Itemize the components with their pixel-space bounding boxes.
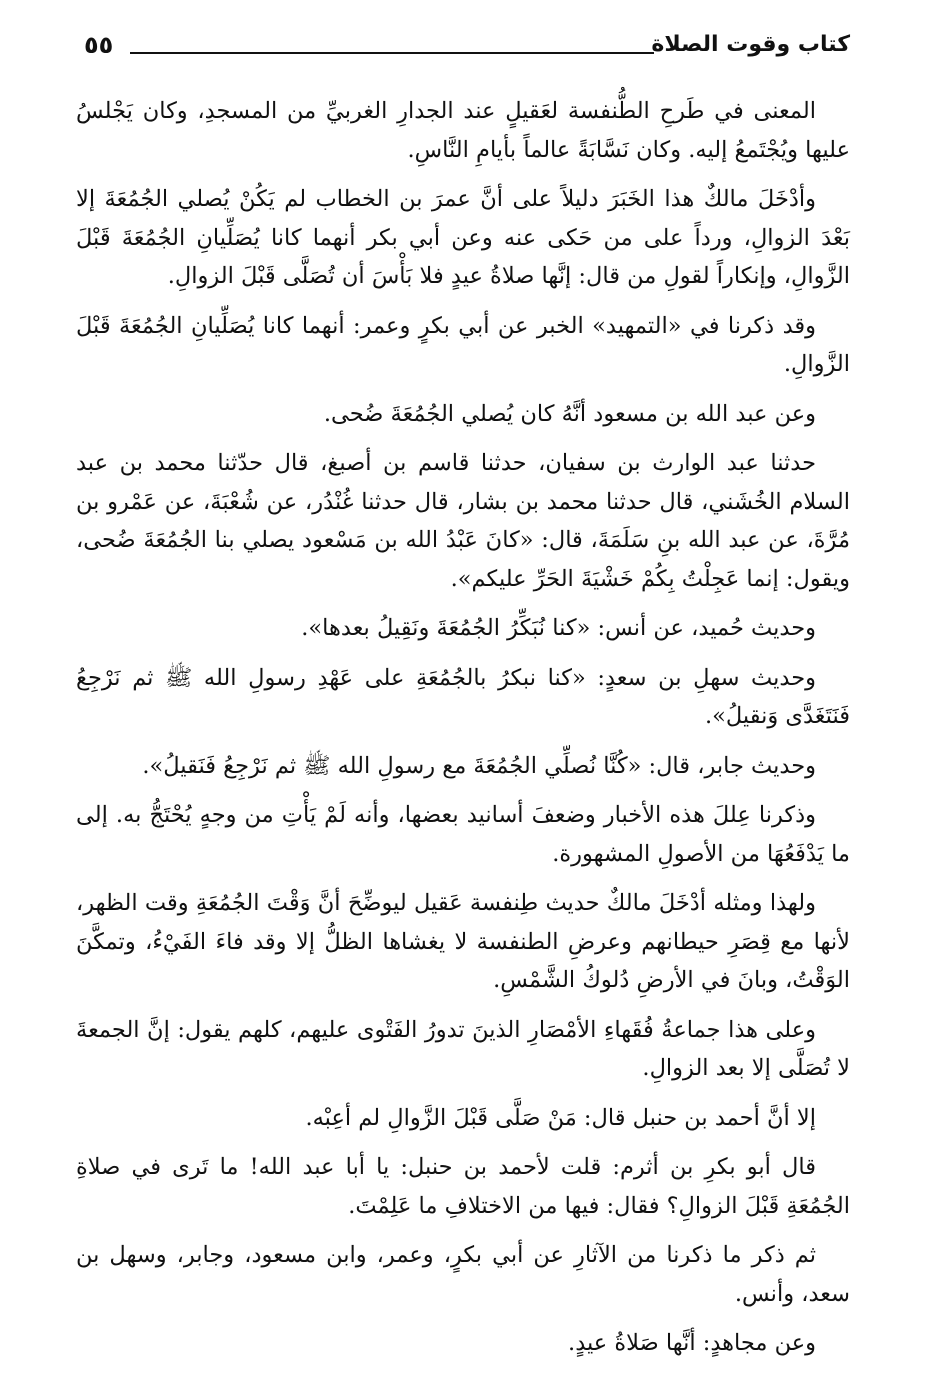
page-number: ٥٥ <box>84 31 114 59</box>
paragraph: وقد ذكرنا في «التمهيد» الخبر عن أبي بكرٍ وعمر: أنهما كانا يُصَلِّيانِ الجُمُعَةَ قَبْلَ الزَّوالِ. <box>76 312 850 377</box>
paragraph: قال أبو بكرِ بن أثرم: قلت لأحمد بن حنبل: يا أبا عبد الله! ما تَرى في صلاةِ الجُمُعَةِ قَبْلَ الزوالِ؟ فقال: فيها من الاختلافِ ما عَلِمْتَ. <box>76 1154 850 1219</box>
paragraph: وعن عبد الله بن مسعود أنَّهُ كان يُصلي الجُمُعَةَ ضُحى. <box>323 400 816 427</box>
paragraph: ثم ذكر ما ذكرنا من الآثارِ عن أبي بكرٍ، وعمر، وابن مسعود، وجابر، وسهل بن سعد، وأنس. <box>76 1242 850 1307</box>
chapter-title: كتاب وقوت الصلاة <box>651 32 850 57</box>
paragraph: وحديث حُميد، عن أنس: «كنا نُبَكِّرُ الجُمُعَةَ ونَقِيلُ بعدها». <box>301 615 816 641</box>
paragraph: وأدْخَلَ مالكٌ هذا الخَبَرَ دليلاً على أنَّ عمرَ بن الخطاب لم يَكُنْ يُصلي الجُمُعَةَ إلا بَعْدَ الزوالِ، ورداً على من حَكى عنه وعن أبي بكر أنهما كانا يُصَلِّيانِ الجُمُعَةَ قَبْلَ الزَّوالِ، وإنكاراً لقولِ من قال: إنَّها صلاةُ عيدٍ فلا بَأْسَ أن تُصَلَّى قَبْلَ الزوالِ. <box>76 186 850 289</box>
paragraph: وعن مجاهدٍ: أنَّها صَلاةُ عيدٍ. <box>568 1330 816 1356</box>
paragraph: وذكرنا عِللَ هذه الأخبار وضعفَ أسانيد بعضها، وأنه لَمْ يَأْتِ من وجهٍ يُحْتَجُّ به. إلى ما يَدْفَعُهَا من الأصولِ المشهورة. <box>76 802 850 867</box>
body-text <box>76 92 850 1374</box>
paragraph: حدثنا عبد الوارث بن سفيان، حدثنا قاسم بن أصبغ، قال حدّثنا محمد بن عبد السلام الخُشَني، قال حدثنا محمد بن بشار، قال حدثنا غُنْدُر، عن شُعْبَةَ، عن عَمْرو بن مُرَّةَ، عن عبد الله بنِ سَلَمَةَ، قال: «كانَ عَبْدُ الله بن مَسْعود يصلي بنا الجُمُعَةَ ضُحى، ويقول: إنما عَجِلْتُ بِكُمْ خَشْيَةَ الحَرِّ عليكم». <box>76 450 850 592</box>
paragraph: وعلى هذا جماعةُ فُقَهاءِ الأمْصَارِ الذينَ تدورُ الفَتْوى عليهم، كلهم يقول: إنَّ الجمعةَ لا تُصَلَّى إلا بعد الزوالِ. <box>76 1016 850 1081</box>
paragraph: وحديث جابر، قال: «كُنَّا نُصلِّي الجُمُعَةَ مع رسولِ الله ﷺ ثم نَرْجِعُ فَنَقيلُ». <box>142 752 816 779</box>
header-rule <box>130 52 654 54</box>
paragraph: المعنى في طَرحِ الطُّنفسة لعَقيلٍ عند الجدارِ الغربيِّ من المسجدِ، وكان يَجْلسُ عليها ويُجْتَمعُ إليه. وكان نَسَّابَةً عالماً بأيامِ النَّاسِ. <box>76 98 850 163</box>
running-head <box>84 30 850 64</box>
paragraph: وحديث سهلِ بن سعدٍ: «كنا نبكرُ بالجُمُعَةِ على عَهْدِ رسولِ الله ﷺ ثم نَرْجِعُ فَنَتَغَدَّى وَنقيلُ». <box>76 664 850 729</box>
paragraph: إلا أنَّ أحمد بن حنبل قال: مَنْ صَلَّى قَبْلَ الزَّوالِ لم أعِبْه. <box>305 1104 816 1131</box>
paragraph: ولهذا ومثله أدْخَلَ مالكٌ حديث طِنفسة عَقيل ليوضِّحَ أنَّ وَقْتَ الجُمُعَةِ وقت الظهر، لأنها مع قِصَرِ حيطانهم وعرضِ الطنفسة لا يغشاها الظلُّ إلا وقد فاءَ الفَيْءُ، وتمكَّنَ الوَقْتُ، وبانَ في الأرضِ دُلوكُ الشَّمْسِ. <box>76 890 850 993</box>
